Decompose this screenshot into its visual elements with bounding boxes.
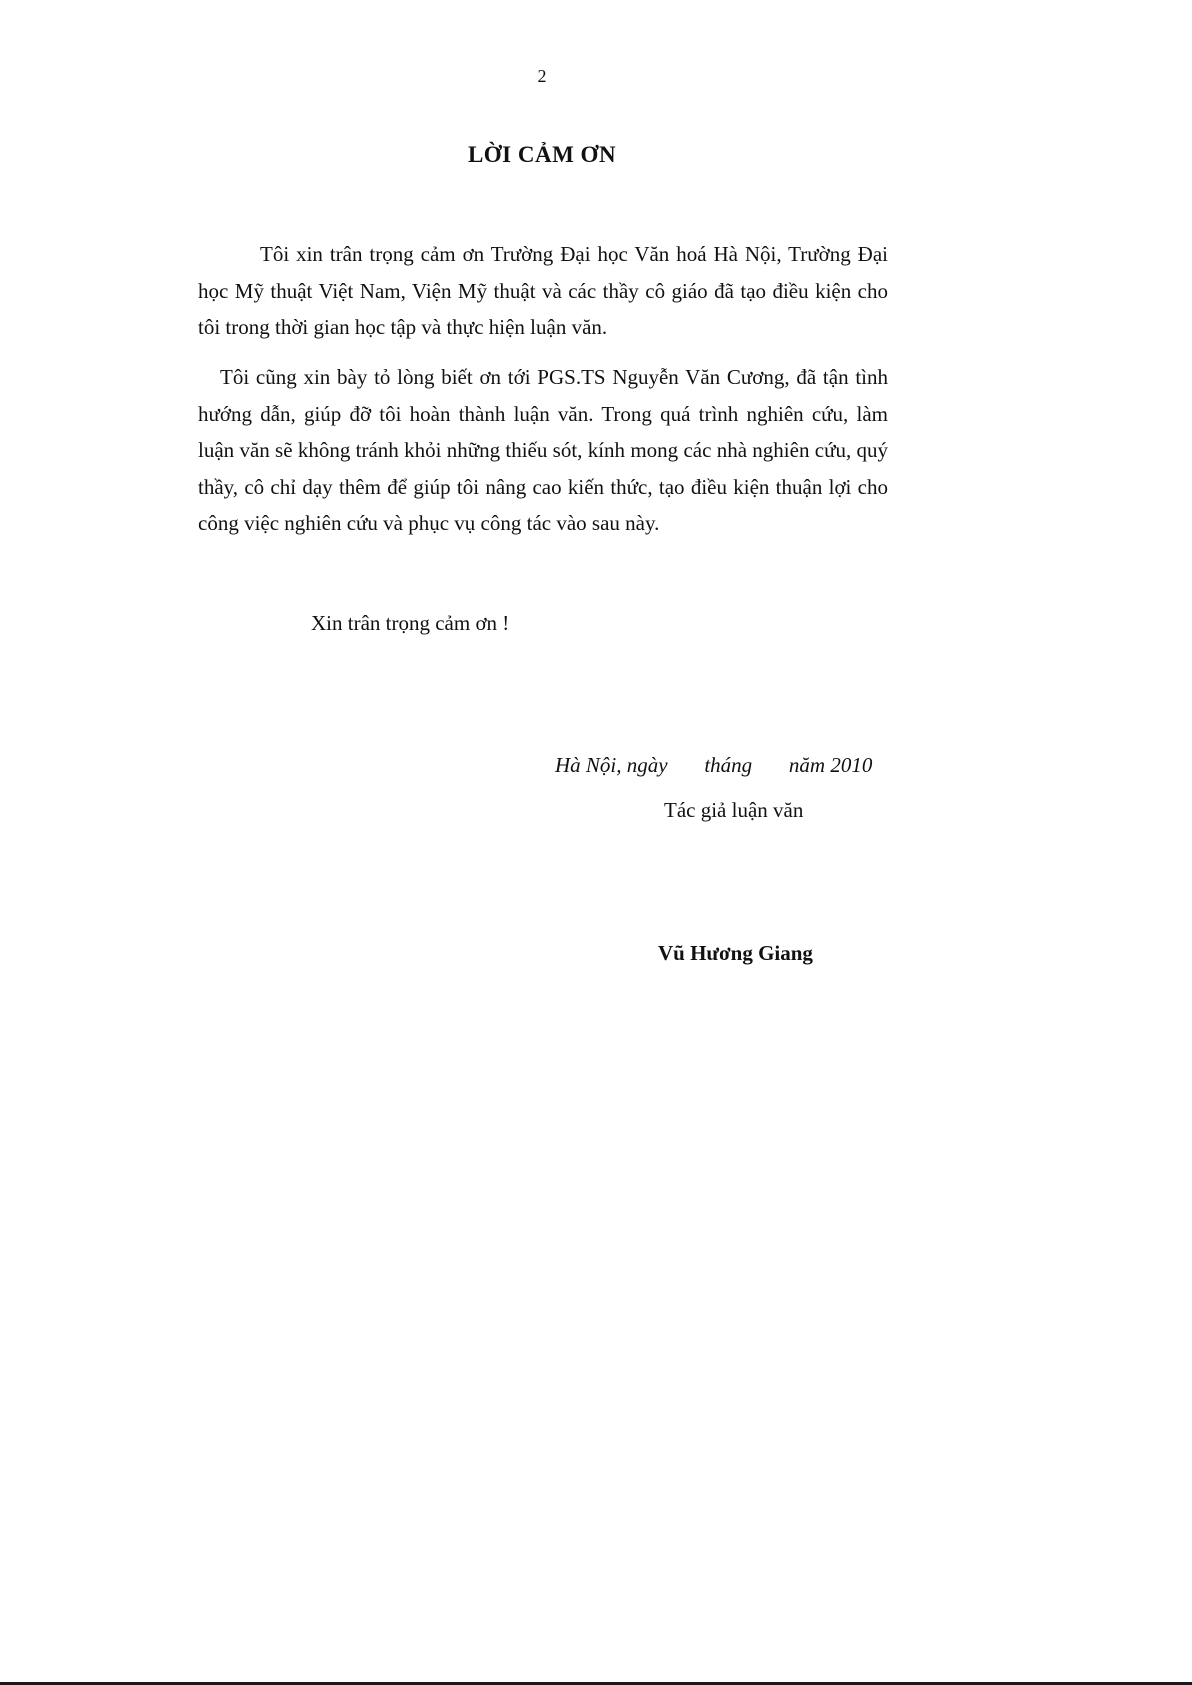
acknowledgement-paragraph-2: Tôi cũng xin bày tỏ lòng biết ơn tới PGS.TS Nguyễn Văn Cương, đã tận tình hướng dẫn, giúp đỡ tôi hoàn thành luận văn. Trong quá trình nghiên cứu, làm luận văn sẽ không tránh khỏi những thiếu sót, kính mong các nhà nghiên cứu, quý thầy, cô chỉ dạy thêm để giúp tôi nâng cao kiến thức, tạo điều kiện thuận lợi cho công việc nghiên cứu và phục vụ công tác vào sau này. [198, 365, 888, 535]
author-name: Vũ Hương Giang [658, 941, 813, 965]
page-number: 2 [537, 66, 547, 86]
acknowledgement-paragraph-1: Tôi xin trân trọng cảm ơn Trường Đại học Văn hoá Hà Nội, Trường Đại học Mỹ thuật Việt Nam, Viện Mỹ thuật và các thầy cô giáo đã tạo điều kiện cho tôi trong thời gian học tập và thực hiện luận văn. [198, 242, 888, 339]
page-title: LỜI CẢM ƠN [467, 142, 617, 167]
closing-line: Xin trân trọng cảm ơn ! [311, 611, 510, 635]
author-role: Tác giả luận văn [664, 798, 804, 822]
dateline: Hà Nội, ngày tháng năm 2010 [555, 753, 873, 777]
